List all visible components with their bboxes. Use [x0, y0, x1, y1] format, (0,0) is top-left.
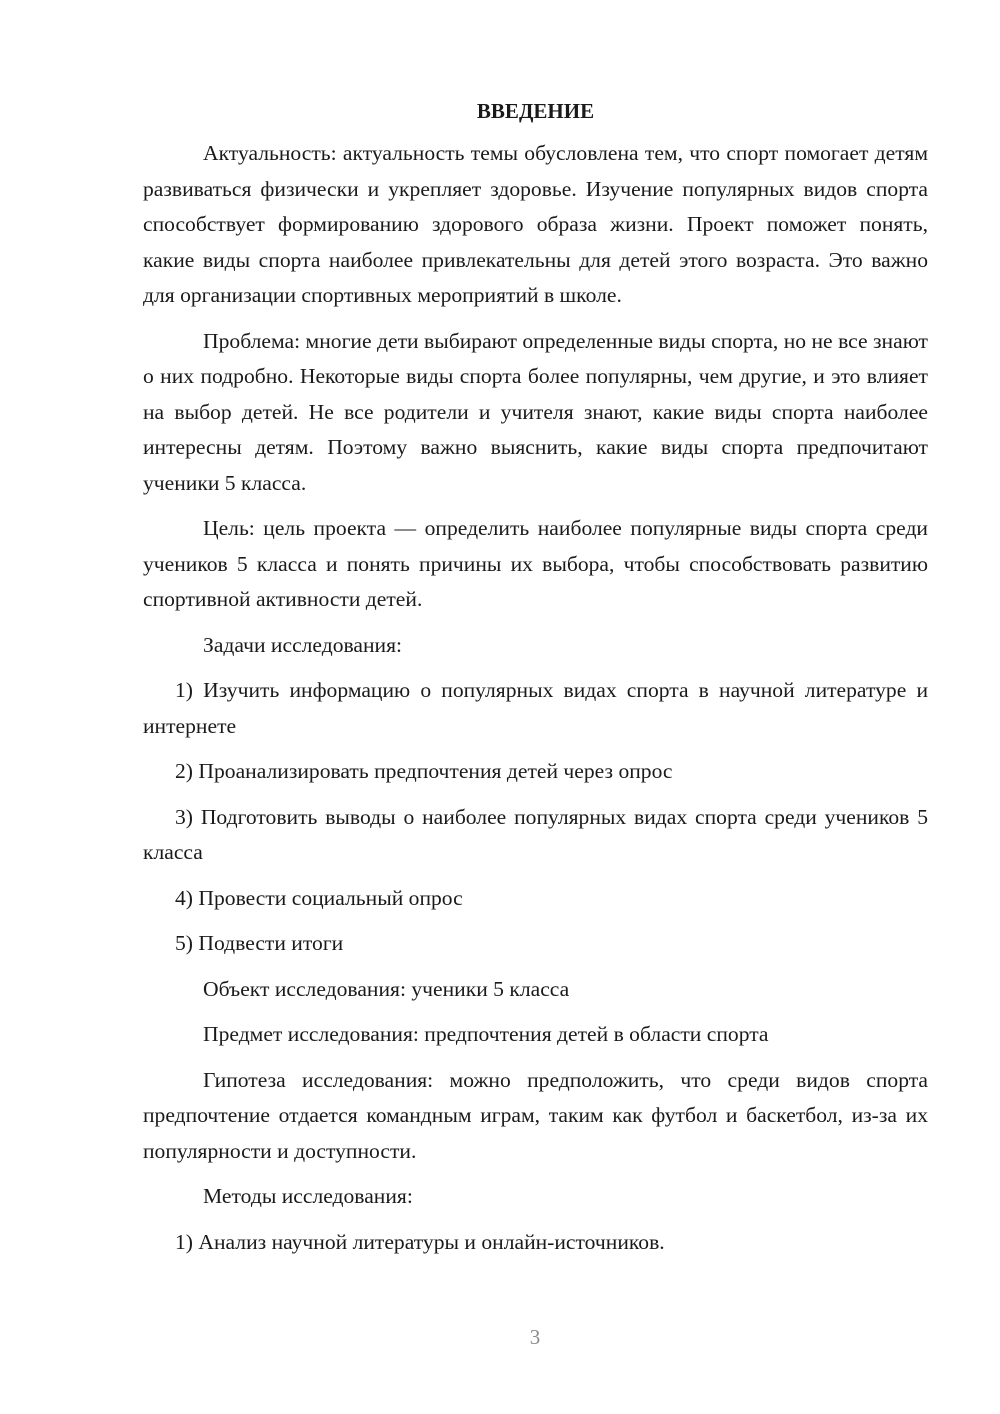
task-item-2: 2) Проанализировать предпочтения детей через опрос	[175, 759, 673, 783]
task-item-1: 1) Изучить информацию о популярных видах спорта в научной литературе и интернете	[143, 678, 928, 738]
subject-paragraph: Предмет исследования: предпочтения детей в области спорта	[203, 1022, 769, 1046]
goal-paragraph: Цель: цель проекта — определить наиболее популярные виды спорта среди учеников 5 класса и понять причины их выбора, чтобы способствовать развитию спортивной активности детей.	[143, 516, 928, 611]
page-number: 3	[529, 1325, 541, 1349]
problem-paragraph: Проблема: многие дети выбирают определенные виды спорта, но не все знают о них подробно. Некоторые виды спорта более популярны, чем другие, и это влияет на выбор детей. Не все родители и учителя знают, какие виды спорта наиболее интересны детям. Поэтому важно выяснить, какие виды спорта предпочитают ученики 5 класса.	[143, 328, 928, 495]
task-item-4: 4) Провести социальный опрос	[175, 885, 463, 910]
task-item-3: 3) Подготовить выводы о наиболее популярных видах спорта среди учеников 5 класса	[143, 804, 928, 864]
methods-heading: Методы исследования:	[203, 1184, 413, 1208]
method-item-1: 1) Анализ научной литературы и онлайн-источников.	[175, 1229, 665, 1254]
tasks-heading: Задачи исследования:	[203, 632, 403, 657]
page-title: ВВЕДЕНИЕ	[476, 99, 595, 123]
task-item-5: 5) Подвести итоги	[175, 931, 344, 955]
hypothesis-paragraph: Гипотеза исследования: можно предположить, что среди видов спорта предпочтение отдается командным играм, таким как футбол и баскетбол, из-за их популярности и доступности.	[143, 1067, 928, 1163]
relevance-paragraph: Актуальность: актуальность темы обусловлена тем, что спорт помогает детям развиваться физически и укрепляет здоровье. Изучение популярных видов спорта способствует формированию здорового образа жизни. Проект поможет понять, какие виды спорта наиболее привлекательны для детей этого возраста. Это важно для организации спортивных мероприятий в школе.	[143, 141, 928, 307]
document-page	[143, 96, 928, 1260]
object-paragraph: Объект исследования: ученики 5 класса	[203, 976, 570, 1001]
